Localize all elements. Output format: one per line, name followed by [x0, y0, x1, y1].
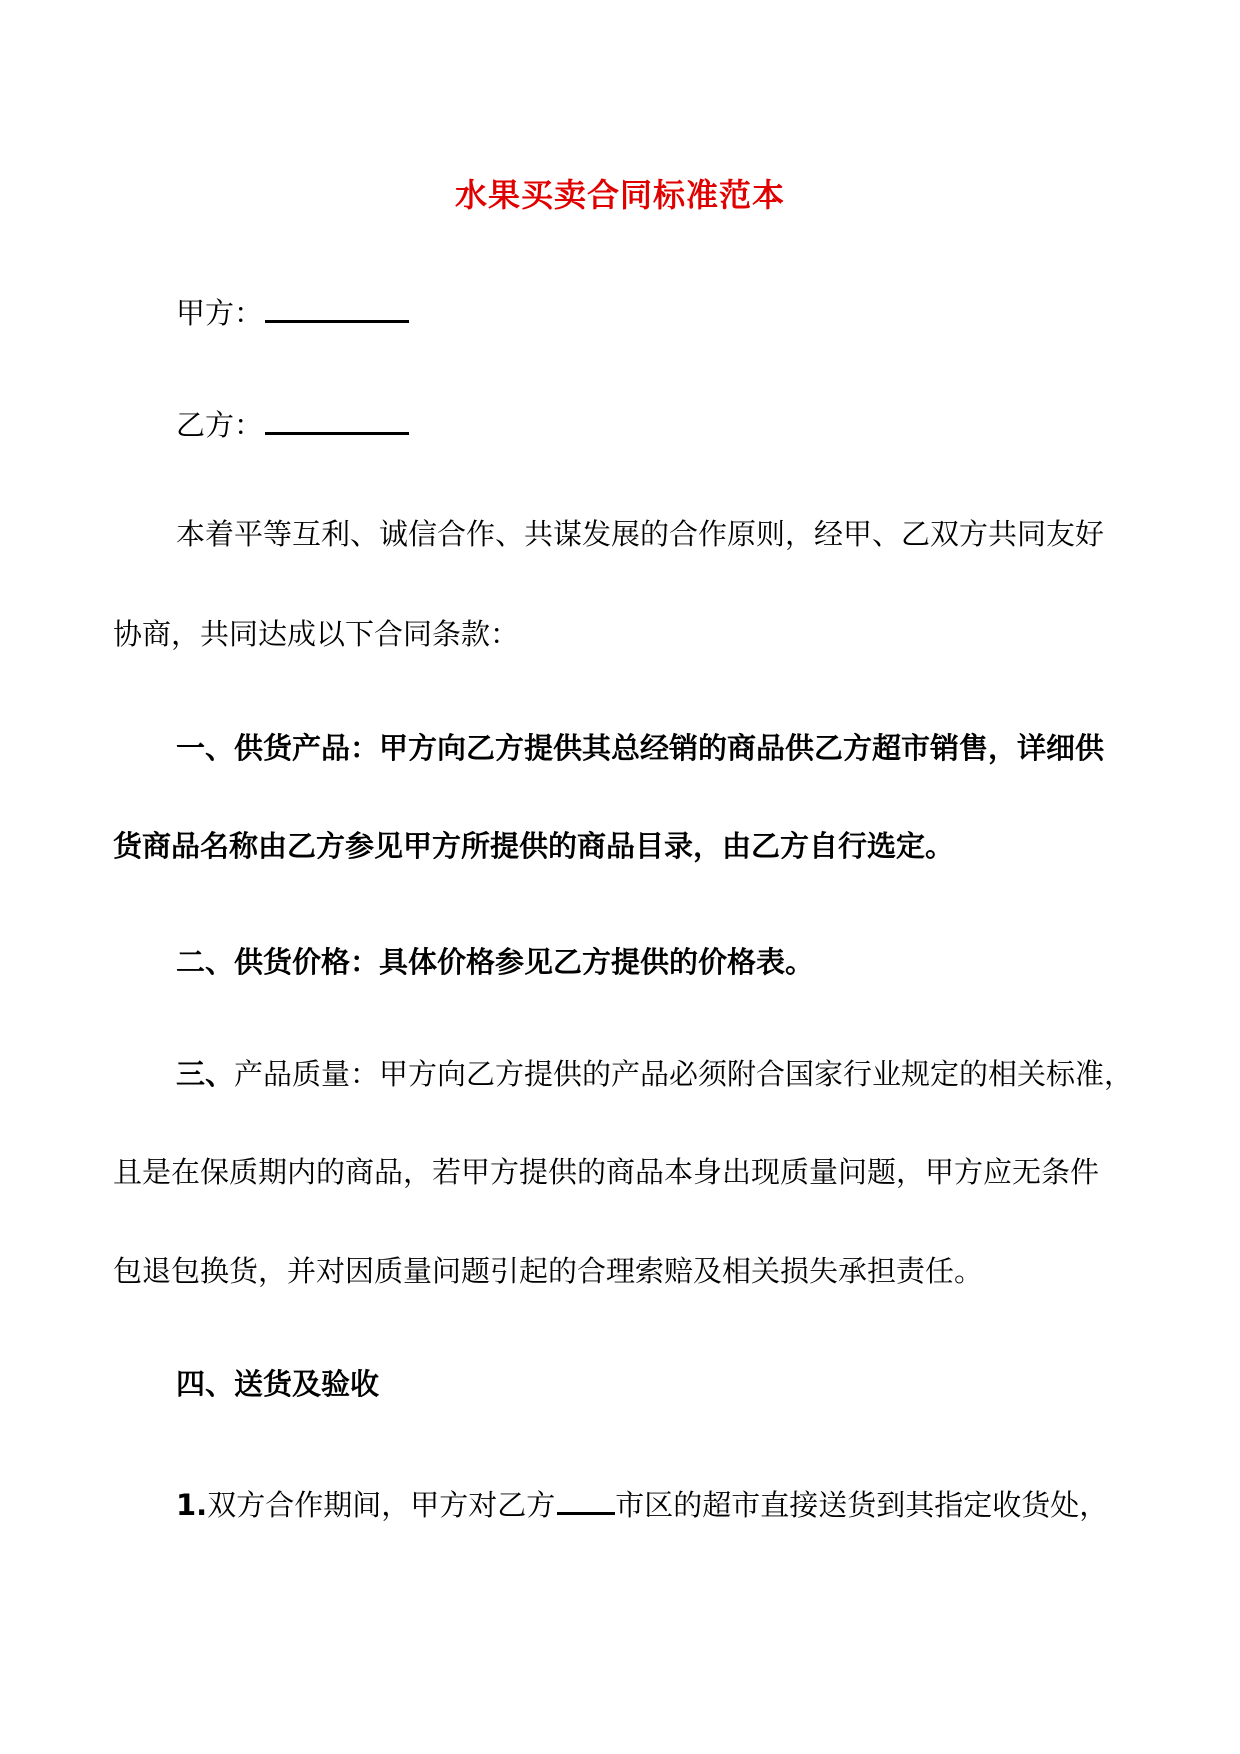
- clause1-line-2: 货商品名称由乙方参见甲方所提供的商品目录，由乙方自行选定。: [113, 829, 955, 863]
- clause3-line-1: [176, 1052, 1133, 1096]
- clause3-line-3: 包退包换货，并对因质量问题引起的合理索赔及相关损失承担责任。: [113, 1254, 984, 1288]
- intro-line-1: 本着平等互利、诚信合作、共谋发展的合作原则，经甲、乙双方共同友好: [176, 517, 1105, 551]
- clause4-item1-line-1: [176, 1478, 1108, 1527]
- clause2-line-1: 二、供货价格：具体价格参见乙方提供的价格表。: [176, 945, 815, 979]
- clause4-item1-text-after: 市区的超市直接送货到其指定收货处，: [615, 1488, 1109, 1522]
- clause1-line-1: 一、供货产品：甲方向乙方提供其总经销的商品供乙方超市销售，详细供: [176, 731, 1105, 765]
- party-a-label: 甲方：: [176, 296, 264, 330]
- city-blank[interactable]: [557, 1478, 615, 1515]
- clause4-heading: 四、送货及验收: [176, 1367, 380, 1401]
- clause3-line-2: 且是在保质期内的商品，若甲方提供的商品本身出现质量问题，甲方应无条件: [113, 1155, 1100, 1189]
- document-title: 水果买卖合同标准范本: [454, 176, 785, 214]
- party-a-line: [176, 286, 409, 335]
- party-a-blank[interactable]: [265, 286, 409, 323]
- party-b-blank[interactable]: [265, 398, 409, 435]
- clause3-heading: 三、: [176, 1057, 235, 1091]
- party-b-line: [176, 398, 409, 447]
- clause4-item1-text-before: 双方合作期间，甲方对乙方: [207, 1488, 556, 1522]
- party-b-label: 乙方：: [176, 408, 264, 442]
- clause4-item1-number: 1.: [176, 1488, 208, 1522]
- intro-line-2: 协商，共同达成以下合同条款：: [113, 617, 520, 651]
- clause3-line-1-text: 产品质量：甲方向乙方提供的产品必须附合国家行业规定的相关标准，: [234, 1057, 1134, 1091]
